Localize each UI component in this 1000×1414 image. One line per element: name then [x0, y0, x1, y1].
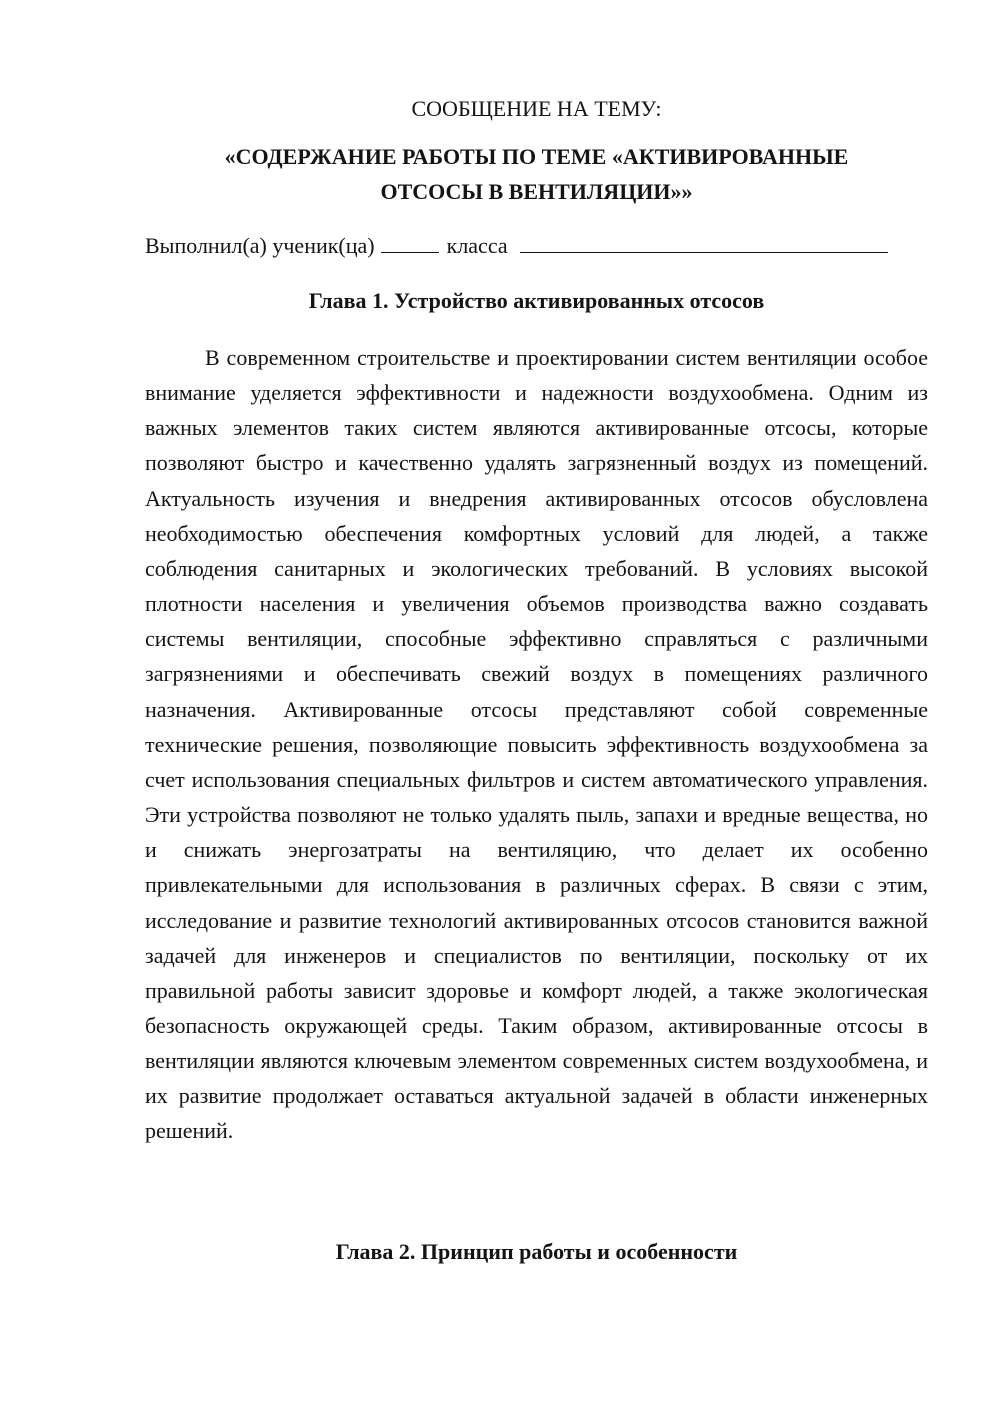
name-blank: [520, 232, 888, 253]
chapter-2-title: Глава 2. Принцип работы и особенности: [335, 1239, 738, 1264]
topic-title-line-2: ОТСОСЫ В ВЕНТИЛЯЦИИ»»: [380, 179, 693, 204]
class-label: класса: [446, 233, 508, 258]
report-label: СООБЩЕНИЕ НА ТЕМУ:: [411, 96, 662, 121]
class-blank: [381, 232, 439, 253]
chapter-1-paragraph: В современном строительстве и проектировании систем вентиляции особое внимание уделяется эффективности и надежности воздухообмена. Одним из важных элементов таких систем являются активированные отсосы, которые позволяют быстро и качественно удалять загрязненный воздух из помещений. Актуальность изучения и внедрения активированных отсосов обусловлена необходимостью обеспечения комфортных условий для людей, а также соблюдения санитарных и экологических требований. В условиях высокой плотности населения и увеличения объемов производства важно создавать системы вентиляции, способные эффективно справляться с различными загрязнениями и обеспечивать свежий воздух в помещениях различного назначения. Активированные отсосы представляют собой современные технические решения, позволяющие повысить эффективность воздухообмена за счет использования специальных фильтров и систем автоматического управления. Эти устройства позволяют не только удалять пыль, запахи и вредные вещества, но и снижать энергозатраты на вентиляцию, что делает их особенно привлекательными для использования в различных сферах. В связи с этим, исследование и развитие технологий активированных отсосов становится важной задачей для инженеров и специалистов по вентиляции, поскольку от их правильной работы зависит здоровье и комфорт людей, а также экологическая безопасность окружающей среды. Таким образом, активированные отсосы в вентиляции являются ключевым элементом современных систем воздухообмена, и их развитие продолжает оставаться актуальной задачей в области инженерных решений.: [145, 345, 928, 1144]
author-prefix: Выполнил(а) ученик(ца): [145, 233, 375, 258]
chapter-1-title: Глава 1. Устройство активированных отсосов: [308, 288, 765, 313]
topic-title-line-1: «СОДЕРЖАНИЕ РАБОТЫ ПО ТЕМЕ «АКТИВИРОВАННЫЕ: [224, 144, 849, 169]
author-line: [145, 232, 928, 260]
